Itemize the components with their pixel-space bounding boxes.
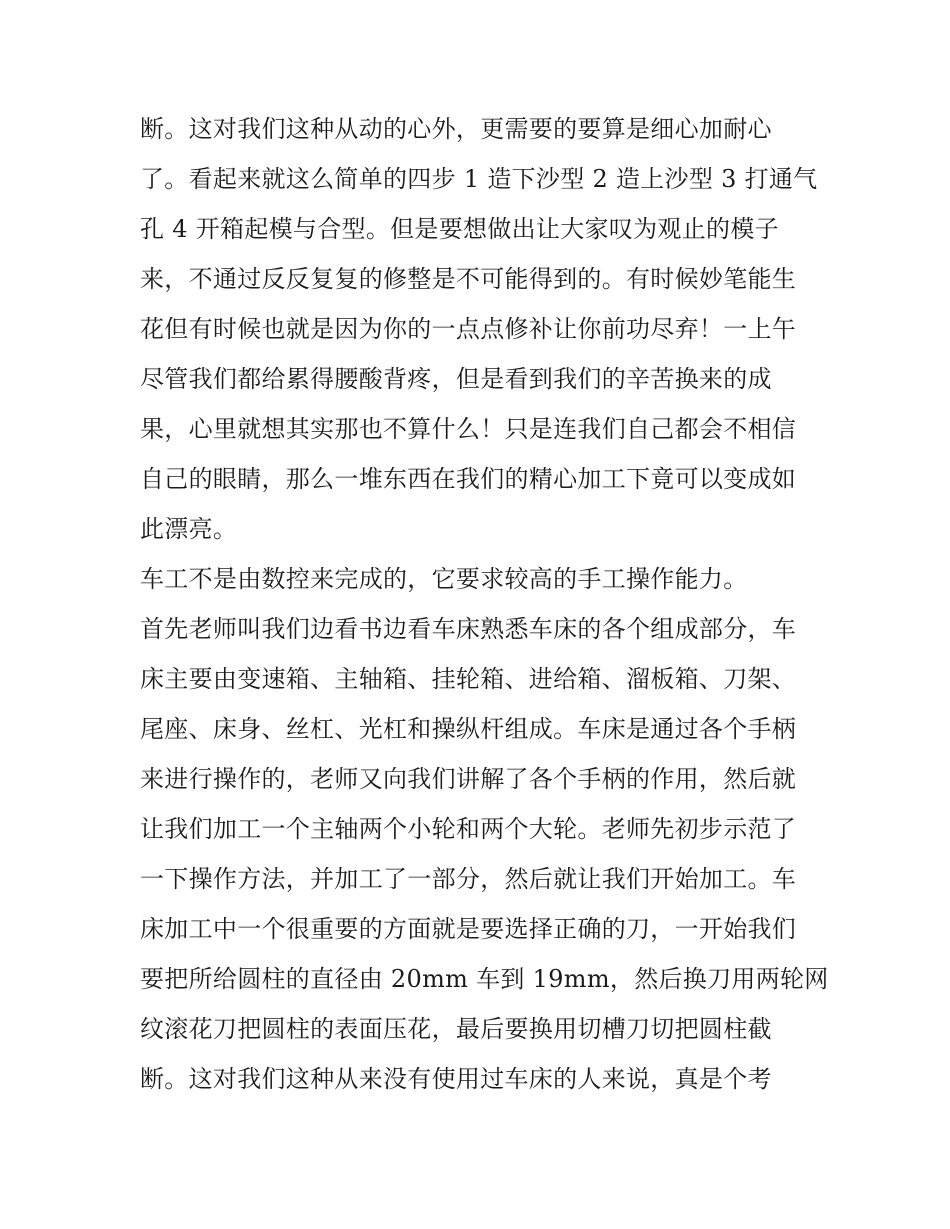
text-line: 让我们加工一个主轴两个小轮和两个大轮。老师先初步示范了 <box>140 815 797 843</box>
text-line: 断。这对我们这种从来没有使用过车床的人来说，真是个考 <box>140 1065 772 1093</box>
text-line: 果，心里就想其实那也不算什么！只是连我们自己都会不相信 <box>140 415 797 443</box>
text-line: 此漂亮。 <box>140 515 238 543</box>
text-line: 首先老师叫我们边看书边看车床熟悉车床的各个组成部分，车 <box>140 615 797 643</box>
text-line: 断。这对我们这种从动的心外，更需要的要算是细心加耐心 <box>140 115 772 143</box>
text-line: 床加工中一个很重要的方面就是要选择正确的刀，一开始我们 <box>140 915 797 943</box>
text-line: 来，不通过反反复复的修整是不可能得到的。有时候妙笔能生 <box>140 265 797 293</box>
text-line: 来进行操作的，老师又向我们讲解了各个手柄的作用，然后就 <box>140 765 797 793</box>
text-line: 尽管我们都给累得腰酸背疼，但是看到我们的辛苦换来的成 <box>140 365 772 393</box>
text-line: 车工不是由数控来完成的，它要求较高的手工操作能力。 <box>140 565 748 593</box>
text-line: 自己的眼睛，那么一堆东西在我们的精心加工下竟可以变成如 <box>140 465 797 493</box>
text-line: 要把所给圆柱的直径由 20mm 车到 19mm，然后换刀用两轮网 <box>140 965 829 993</box>
body-text <box>140 104 829 1104</box>
text-line: 一下操作方法，并加工了一部分，然后就让我们开始加工。车 <box>140 865 797 893</box>
text-line: 花但有时候也就是因为你的一点点修补让你前功尽弃！一上午 <box>140 315 797 343</box>
text-line: 尾座、床身、丝杠、光杠和操纵杆组成。车床是通过各个手柄 <box>140 715 797 743</box>
text-line: 纹滚花刀把圆柱的表面压花，最后要换用切槽刀切把圆柱截 <box>140 1015 772 1043</box>
text-line: 了。看起来就这么简单的四步 1 造下沙型 2 造上沙型 3 打通气 <box>140 165 818 193</box>
text-line: 孔 4 开箱起模与合型。但是要想做出让大家叹为观止的模子 <box>140 215 779 243</box>
text-line: 床主要由变速箱、主轴箱、挂轮箱、进给箱、溜板箱、刀架、 <box>140 665 797 693</box>
